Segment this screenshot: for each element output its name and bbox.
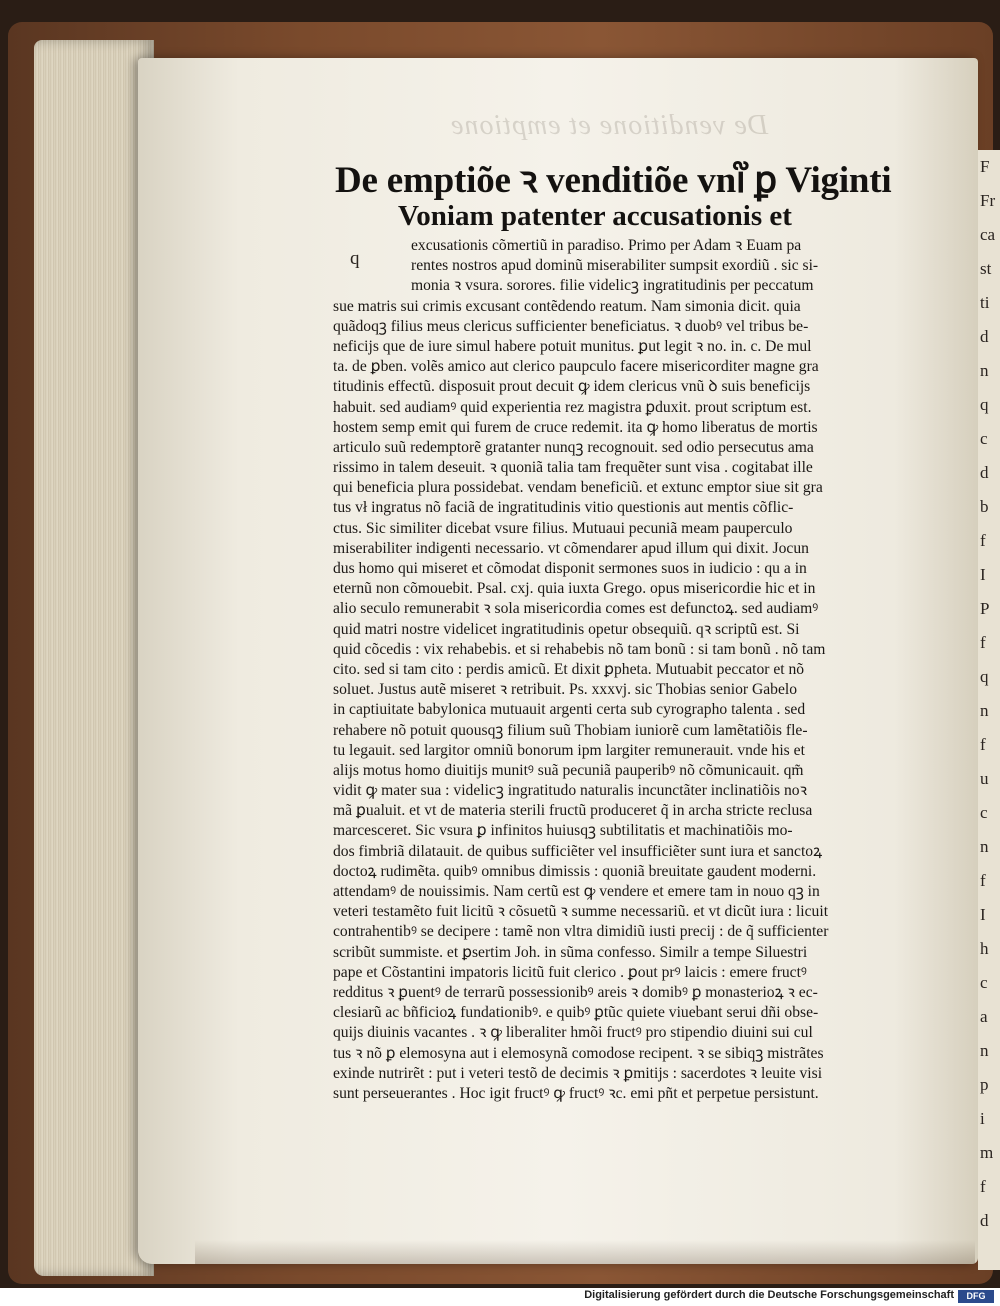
- text-line: mã ꝑualuit. et vt de materia sterili fructũ produceret q̃ in archa stricte reclusa: [333, 802, 813, 820]
- facing-page-fragment: f: [980, 1177, 986, 1196]
- text-line: ta. de ꝑben. volẽs amico aut clerico paupculo facere misericorditer magne gra: [333, 358, 819, 376]
- facing-page-fragment: Fr: [980, 191, 996, 210]
- body-text: [333, 236, 918, 1104]
- facing-page-fragment: i: [980, 1109, 985, 1128]
- facing-page-fragment: m: [980, 1143, 994, 1162]
- text-line: marcesceret. Sic vsura ꝑ infinitos huiusqꝫ subtilitatis et machinatiõis mo-: [333, 822, 793, 840]
- text-line: clesiarũ ac bñficioꝝ fundationibꝰ. e quibꝰ ꝑtũc quiete viuebant serui dñi obse-: [333, 1004, 819, 1022]
- dfg-logo: DFG: [958, 1290, 994, 1303]
- facing-page-fragment: u: [980, 769, 989, 788]
- text-line: hostem semp emit qui furem de cruce redemit. ita ꝙ homo liberatus de mortis: [333, 418, 818, 436]
- text-line: exinde nutrirẽt : put i veteri testõ de decimis ꝛ ꝑmitijs : sacerdotes ꝛ leuite visi: [333, 1064, 823, 1082]
- text-line: dus homo qui miseret et cõmodat disponit sermones suos in iudicio : qu a in: [333, 560, 807, 577]
- text-line: monia ꝛ vsura. sorores. filie videlicꝫ ingratitudinis per peccatum: [411, 277, 814, 295]
- text-line: eternũ non cõmouebit. Psal. cxj. quia iuxta Grego. opus misericordie hic et in: [333, 580, 816, 598]
- text-line: miserabiliter indigenti necessario. vt cõmendarer apud illum qui dixit. Jocun: [333, 539, 809, 557]
- facing-page-edge: [978, 150, 1000, 1270]
- facing-page-fragment: a: [980, 1007, 988, 1026]
- facing-page-fragment: n: [980, 361, 989, 380]
- text-line: doctoꝝ rudimẽta. quibꝰ omnibus dimissis : quoniã breuitate gaudent moderni.: [333, 862, 817, 880]
- text-line: neficijs que de iure simul habere potuit munitus. ꝑut legit ꝛ no. in. c. De mul: [333, 337, 812, 355]
- facing-page-fragment: f: [980, 735, 986, 754]
- text-line: pape et Cõstantini impatoris licitũ fuit clerico . ꝑout prꝰ laicis : emere fructꝰ: [333, 963, 807, 981]
- text-line: scribũt summiste. et ꝑsertim Joh. in sũma confesso. Similr a tempe Siluestri: [333, 943, 808, 961]
- text-line: quãdoqꝫ filius meus clericus sufficienter beneficiatus. ꝛ duobꝰ vel tribus be-: [333, 317, 809, 335]
- text-line: articulo suũ redemptorẽ gratanter nunqꝫ recognouit. sed odio persecutus ama: [333, 438, 814, 456]
- facing-page-fragment: ca: [980, 225, 996, 244]
- text-line: vidit ꝙ mater sua : videlicꝫ ingratitudo naturalis incunctãter inclinatiõis noꝛ: [333, 782, 807, 800]
- facing-page-fragment: f: [980, 871, 986, 890]
- footer-bar: [0, 1288, 1000, 1306]
- text-line: alijs motus homo diuitijs munitꝰ suã pecuniã pauperibꝰ nõ cõmunicauit. qm̃: [333, 761, 804, 779]
- text-line: in captiuitate babylonica mutuauit argenti certa sub cyrographo talenta . sed: [333, 701, 806, 719]
- facing-page-fragment: P: [980, 599, 990, 618]
- facing-page-fragment: n: [980, 837, 989, 856]
- facing-page-fragment: c: [980, 429, 988, 448]
- text-line: qui beneficia plura possidebat. vendam beneficiũ. et extunc emptor siue sit gra: [333, 479, 823, 497]
- facing-page-fragment: st: [980, 259, 992, 278]
- text-line: quid matri nostre videlicet ingratitudinis opetur obsequiũ. qꝛ scriptũ est. Si: [333, 620, 800, 638]
- page-shadow: [195, 1240, 975, 1264]
- text-line: cito. sed si tam cito : perdis amicũ. Et dixit ꝑpheta. Mutuabit peccator et nõ: [333, 660, 805, 678]
- text-line: veteri testamẽto fuit licitũ ꝛ cõsuetũ ꝛ summe necessariũ. et vt dicũt iura : licuit: [333, 903, 829, 921]
- text-line: tus vł ingratus nõ faciã de ingratitudinis vitio questionis aut mentis cõflic-: [333, 499, 794, 517]
- text-line: rissimo in talem deseuit. ꝛ quoniã talia tam frequẽter sunt visa . cogitabat ille: [333, 459, 813, 477]
- text-line: sunt perseuerantes . Hoc igit fructꝰ ꝙ fructꝰ ꝛc. emi pñt et perpetue persistunt.: [333, 1084, 819, 1102]
- facing-page-fragment: f: [980, 531, 986, 550]
- facing-page-fragment: c: [980, 803, 988, 822]
- text-line: tu legauit. sed largitor omniũ bonorum ipm largiter remunerauit. vnde his et: [333, 741, 805, 759]
- text-line: rentes nostros apud dominũ miserabiliter sumpsit exordiũ . sic si-: [411, 257, 819, 275]
- facing-page-fragment: n: [980, 1041, 989, 1060]
- facing-page-fragment: n: [980, 701, 989, 720]
- text-line: contrahentibꝰ se decipere : tamẽ non vltra dimidiũ iusti precij : de q̃ sufficienter: [333, 923, 829, 941]
- text-line: soluet. Justus autẽ miseret ꝛ retribuit. Ps. xxxvj. sic Thobias senior Gabelo: [333, 681, 798, 699]
- facing-page-fragment: ti: [980, 293, 990, 312]
- text-line: quid cõcedis : vix rehabebis. et si rehabebis nõ tam bonũ : si tam bonũ . nõ tam: [333, 640, 826, 658]
- text-line: alio seculo remunerabit ꝛ sola misericordia comes est defunctoꝝ. sed audiamꝰ: [333, 600, 819, 618]
- text-line: attendamꝰ de nouissimis. Nam certũ est ꝙ vendere et emere tam in nouo qꝫ in: [333, 883, 820, 900]
- facing-page-fragment: p: [980, 1075, 989, 1094]
- show-through-text: De venditione et emptione: [450, 110, 769, 141]
- incipit-line: Voniam patenter accusationis et: [398, 200, 792, 232]
- text-line: sue matris sui crimis excusant contẽdendo reatum. Nam simonia dicit. quia: [333, 297, 801, 315]
- facing-page-fragment: I: [980, 565, 986, 584]
- funding-credit: Digitalisierung gefördert durch die Deutsche Forschungsgemeinschaft: [584, 1289, 954, 1301]
- text-line: tus ꝛ nõ ꝑ elemosyna aut i elemosynã comodose recipent. ꝛ se sibiqꝫ mistrãtes: [333, 1044, 824, 1062]
- facing-page-fragment: q: [980, 395, 989, 414]
- facing-page-fragment: F: [980, 157, 990, 176]
- facing-page-fragment: c: [980, 973, 988, 992]
- text-line: rehabere nõ potuit quousqꝫ filium suũ Thobiam iuniorẽ cum lamẽtatiõis fle-: [333, 721, 808, 739]
- facing-page-fragment: d: [980, 463, 989, 482]
- facing-page-fragment: d: [980, 1211, 989, 1230]
- facing-page-fragment: b: [980, 497, 989, 516]
- text-line: dos fimbriã dilatauit. de quibus sufficiẽter vel insufficiẽter sunt iura et sanctoꝝ: [333, 842, 823, 860]
- text-line: excusationis cõmertiũ in paradiso. Primo per Adam ꝛ Euam pa: [411, 237, 802, 254]
- facing-page-fragment: f: [980, 633, 986, 652]
- facing-page-fragment: q: [980, 667, 989, 686]
- facing-page-fragment: h: [980, 939, 989, 958]
- facing-page-fragment: d: [980, 327, 989, 346]
- initial-guide-letter: q: [350, 248, 360, 269]
- running-head: De emptiõe ꝛ venditiõe vni᷑ ꝑ Viginti: [335, 160, 892, 201]
- page-edges: [34, 40, 154, 1276]
- facing-page-fragment: I: [980, 905, 986, 924]
- text-line: redditus ꝛ ꝑuentꝰ de terrarũ possessionibꝰ areis ꝛ domibꝰ ꝑ monasterioꝝ ꝛ ec-: [333, 983, 818, 1001]
- text-line: quijs diuinis vacantes . ꝛ ꝙ liberaliter hmõi fructꝰ pro stipendio diuini sui cul: [333, 1024, 813, 1042]
- text-line: habuit. sed audiamꝰ quid experientia rez magistra ꝑduxit. prout scriptum est.: [333, 398, 812, 416]
- text-line: titudinis effectũ. disposuit prout decuit ꝙ idem clericus vnũ ꝺ suis beneficijs: [333, 378, 811, 396]
- text-line: ctus. Sic similiter dicebat vsure filius. Mutuaui pecuniã meam pauperculo: [333, 519, 793, 537]
